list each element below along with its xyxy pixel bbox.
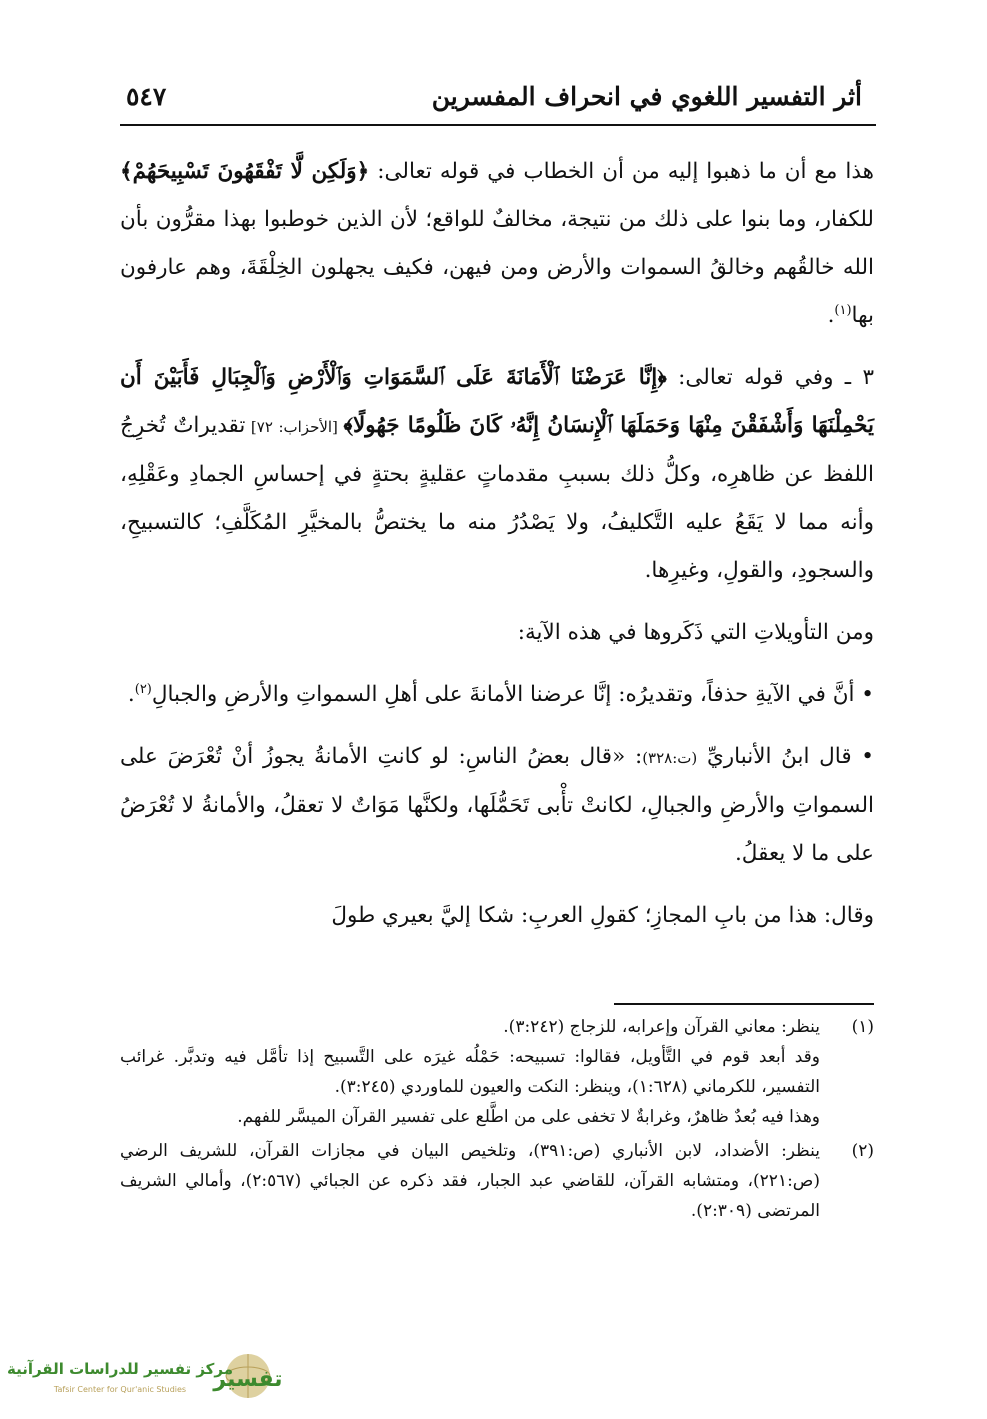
footnote-ref[interactable]: (٢) [134,681,152,697]
paragraph-3: ومن التأويلاتِ التي ذَكَروها في هذه الآية: [517,620,874,645]
paragraph-5: • قال ابنُ الأنباريِّ (ت:٣٢٨): «قال بعضُ الناسِ: لو كانتِ الأمانةُ يجوزُ أنْ تُعْرَضَ على السمواتِ والأرضِ والجبالِ، لكانتْ تأْبى تَحَمُّلَها، ولكنَّها مَوَاتٌ لا تعقلُ، والأمانةُ لا تُعْرَضُ على ما لا يعقلُ. [120,744,874,866]
quran-verse: ﴿وَلَكِن لَّا تَفْقَهُونَ تَسْبِيحَهُمْ﴾ [120,159,370,184]
page-number: ٥٤٧ [126,82,167,111]
footnote-rule [614,1003,874,1005]
paragraph-2: ٣ ـ وفي قوله تعالى: ﴿إِنَّا عَرَضْنَا ٱلْأَمَانَةَ عَلَى ٱلسَّمَوَاتِ وَٱلْأَرْضِ وَٱلْجِبَالِ فَأَبَيْنَ أَن يَحْمِلْنَهَا وَأَشْفَقْنَ مِنْهَا وَحَمَلَهَا ٱلْإِنسَانُ إِنَّهُۥ كَانَ ظَلُومًا جَهُولًا﴾ [الأحزاب: ٧٢] تقديراتٌ تُخرِجُ اللفظ عن ظاهرِه، وكلُّ ذلك بسببِ مقدماتٍ عقليةٍ بحتةٍ في إحساسِ الجمادِ وعَقْلِهِ، وأنه مما لا يَقَعُ عليه التَّكليفُ، ولا يَصْدُرُ منه ما يختصُّ بالمخيَّرِ المُكَلَّفِ؛ كالتسبيحِ، والسجودِ، والقولِ، وغيرِها. [120,365,874,583]
footnote-line: وقد أبعد قوم في التَّأويل، فقالوا: تسبيحه: حَمْلُه غيرَه على التَّسبيح إذا تأمَّل فيه وتدبَّر. غرائب التفسير، للكرماني (١:٦٢٨)، وينظر: النكت والعيون للماوردي (٣:٢٤٥). [120,1047,820,1097]
footnote-line: ينظر: الأضداد، لابن الأنباري (ص:٣٩١)، وتلخيص البيان في مجازات القرآن، للشريف الرضي (ص:٢٢١)، ومتشابه القرآن، للقاضي عبد الجبار، فقد ذكره عن الجبائي (٢:٥٦٧)، وأمالي الشريف المرتضى (٢:٣٠٩). [120,1141,820,1221]
header-title: أثر التفسير اللغوي في انحراف المفسرين [431,82,862,111]
footnote-line: ينظر: معاني القرآن وإعرابه، للزجاج (٣:٢٤٢). [503,1017,820,1037]
logo-arabic-name: مركز تفسير للدراسات القرآنية [6,1360,234,1378]
logo-icon [6,1346,283,1408]
paragraph-1: هذا مع أن ما ذهبوا إليه من أن الخطاب في قوله تعالى: ﴿وَلَكِن لَّا تَفْقَهُونَ تَسْبِيحَهُمْ﴾ للكفار، وما بنوا على ذلك من نتيجة، مخالفٌ للواقع؛ لأن الذين خوطبوا بهذا مقرُّون بأن الله خالقُهم وخالقُ السموات والأرض ومن فيهن، فكيف يجهلون الخِلْقَةَ، وهم عارفون بها$^{(١)}$. [120,159,874,328]
footnote-number: (١) [851,1017,874,1037]
logo-word: تفسير [213,1367,283,1392]
footnotes [120,1012,874,1230]
main-text [120,148,874,954]
running-header [120,78,874,122]
footnote-number: (٢) [851,1141,874,1161]
footnote-1 [120,1012,874,1132]
tafsir-center-logo [6,1346,283,1408]
verse-reference: [الأحزاب: ٧٢] [245,418,344,436]
quran-verse: ﴿إِنَّا عَرَضْنَا ٱلْأَمَانَةَ عَلَى ٱلسَّمَوَاتِ وَٱلْأَرْضِ وَٱلْجِبَالِ فَأَبَيْنَ أَن يَحْمِلْنَهَا وَأَشْفَقْنَ مِنْهَا وَحَمَلَهَا ٱلْإِنسَانُ إِنَّهُۥ كَانَ ظَلُومًا جَهُولًا﴾ [120,365,874,438]
logo-latin-name: Tafsir Center for Qur'anic Studies [53,1385,187,1394]
footnote-line: وهذا فيه بُعدٌ ظاهرٌ، وغرابةٌ لا تخفى على من اطَّلع على تفسير القرآن الميسَّر للفهم. [237,1107,820,1127]
paragraph-4: • أنَّ في الآيةِ حذفاً، وتقديرُه: إنَّا عرضنا الأمانةَ على أهلِ السمواتِ والأرضِ والجبالِ$^{(٢)}$. [127,681,874,707]
footnote-ref[interactable]: (١) [834,302,852,318]
header-rule [120,124,876,126]
footnote-2 [120,1136,874,1226]
death-date: (ت:٣٢٨) [642,749,698,767]
paragraph-6: وقال: هذا من بابِ المجازِ؛ كقولِ العربِ: شكا إليَّ بعيري طولَ [331,903,874,928]
